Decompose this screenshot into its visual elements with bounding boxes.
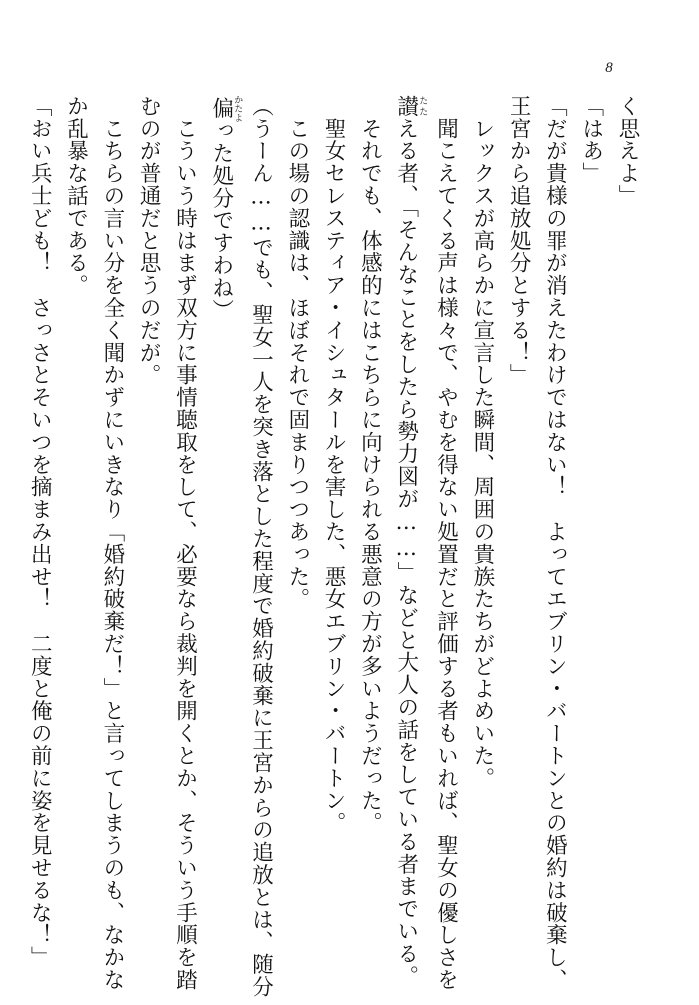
ruby-katayo-reading: かたよ bbox=[232, 95, 243, 122]
text-line-2: 「はあ」 bbox=[578, 95, 604, 185]
text-line-3: 「だが貴様の罪が消えたわけではない！ よってエブリン・バートンとの婚約は破棄し、 bbox=[542, 95, 568, 991]
text-line-4: 王宮から追放処分とする！」 bbox=[506, 95, 532, 387]
text-line-11: （うーん……でも、聖女一人を突き落とした程度で婚約破棄に王宮からの追放とは、随分 bbox=[248, 95, 274, 998]
page-number: 8 bbox=[605, 60, 613, 76]
novel-text-body bbox=[21, 95, 645, 998]
text-line-8: それでも、体感的にはこちらに向けられる悪意の方が多いようだった。 bbox=[357, 95, 383, 835]
text-line-7 bbox=[387, 95, 428, 988]
text-line-6: 聞こえてくる声は様々で、やむを得ない処置だと評価する者もいれば、聖女の優しさを bbox=[433, 95, 459, 991]
text-line-12-rest: った処分ですわね） bbox=[208, 119, 234, 322]
ruby-tataeru-base: 讃 bbox=[393, 95, 419, 118]
ruby-katayo-base: 偏 bbox=[208, 95, 234, 122]
text-line-14: むのが普通だと思うのだが。 bbox=[136, 95, 162, 387]
ruby-tataeru bbox=[393, 95, 428, 118]
text-line-5: レックスが高らかに宣言した瞬間、周囲の貴族たちがどよめいた。 bbox=[469, 95, 495, 790]
text-line-16: か乱暴な話である。 bbox=[63, 95, 89, 297]
ruby-katayo bbox=[208, 95, 243, 122]
text-line-13: こういう時はまず双方に事情聴取をして、必要なら裁判を開くとか、そういう手順を踏 bbox=[172, 95, 198, 991]
text-line-10: この場の認識は、ほぼそれで固まりつつあった。 bbox=[284, 95, 310, 611]
text-line-1: く思えよ」 bbox=[615, 95, 640, 207]
text-line-7-rest: える者、「そんなことをしたら勢力図が……」などと大人の話をしている者までいる。 bbox=[393, 117, 419, 988]
text-line-12 bbox=[202, 95, 242, 975]
text-line-15: こちらの言い分を全く聞かずにいきなり「婚約破棄だ！」と言ってしまうのも、なかな bbox=[99, 95, 125, 991]
ruby-tataeru-reading: たた bbox=[417, 95, 428, 118]
text-line-17: 「おい兵士ども！ さっさとそいつを摘まみ出せ！ 二度と俺の前に姿を見せるな！」 bbox=[27, 95, 53, 969]
text-line-9: 聖女セレスティア・イシュタールを害した、悪女エブリン・バートン。 bbox=[321, 95, 347, 835]
